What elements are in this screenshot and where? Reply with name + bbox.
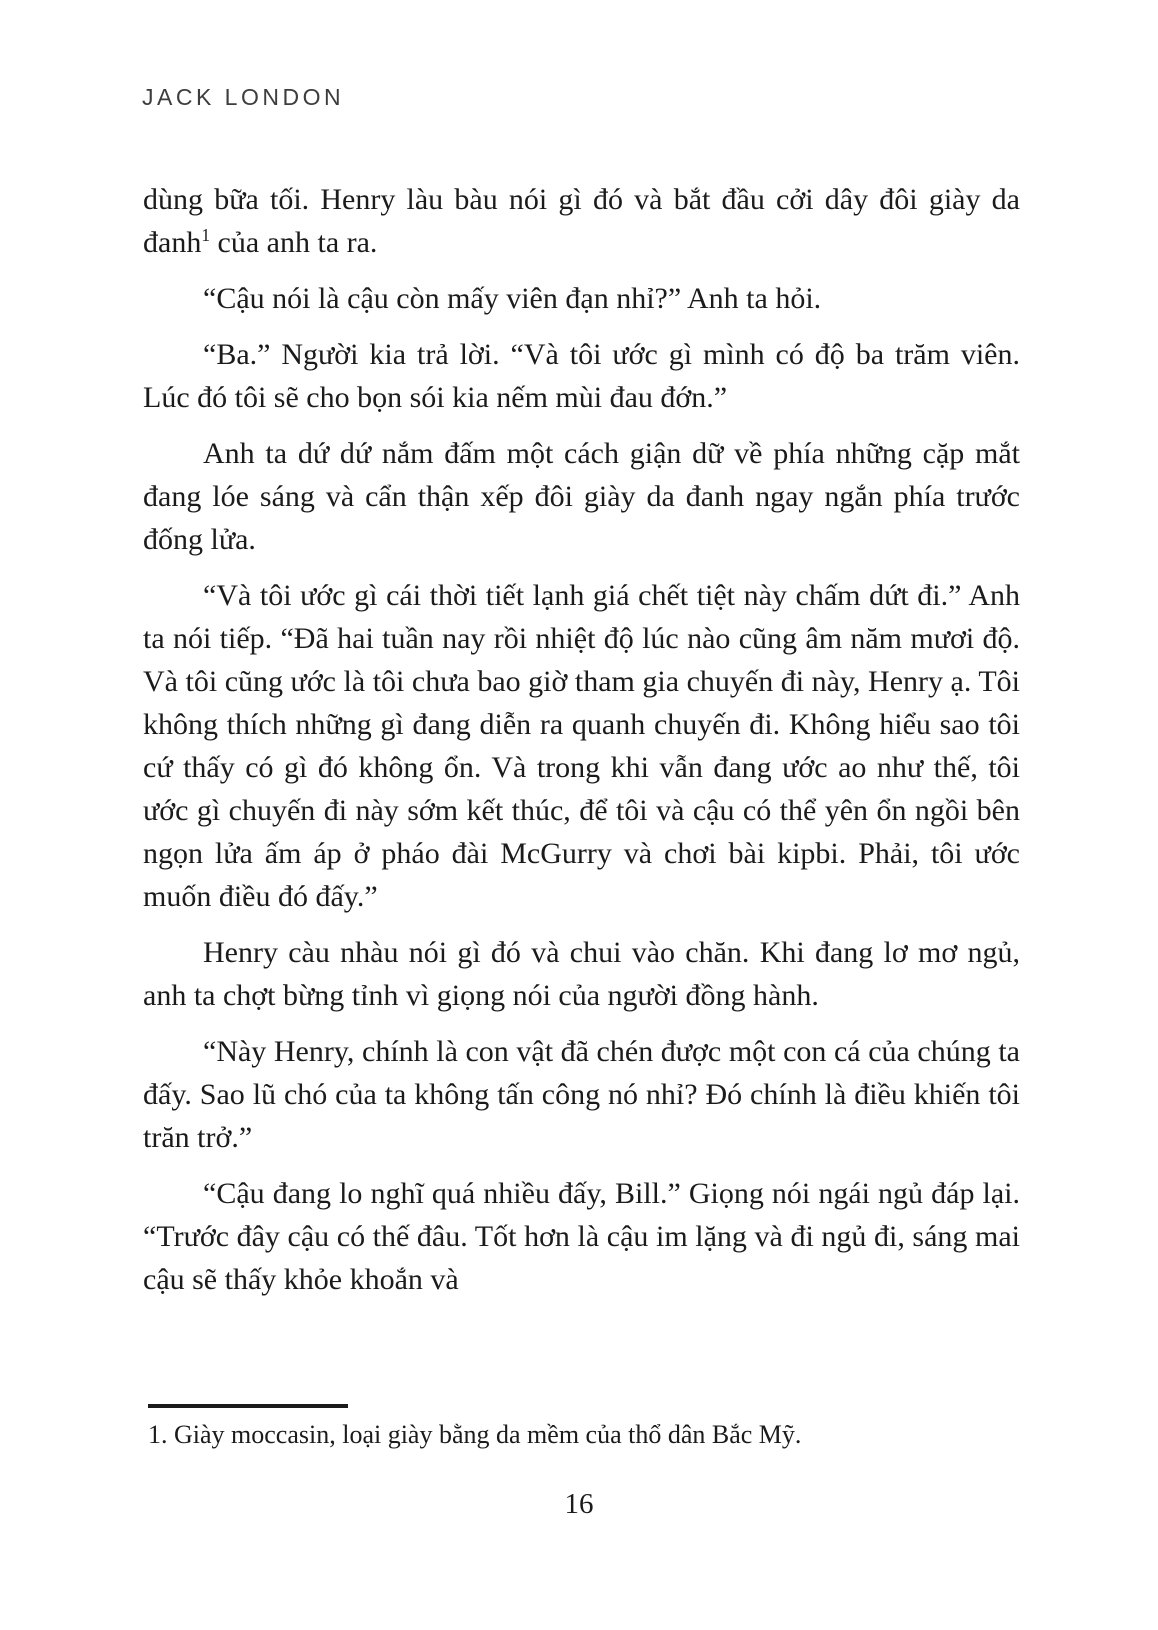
paragraph: “Cậu nói là cậu còn mấy viên đạn nhỉ?” Anh ta hỏi. <box>203 282 822 315</box>
paragraph: Henry càu nhàu nói gì đó và chui vào chăn. Khi đang lơ mơ ngủ, anh ta chợt bừng tỉnh vì giọng nói của người đồng hành. <box>143 936 1020 1012</box>
paragraph: “Này Henry, chính là con vật đã chén được một con cá của chúng ta đấy. Sao lũ chó của ta không tấn công nó nhỉ? Đó chính là điều khiến tôi trăn trở.” <box>143 1035 1020 1154</box>
paragraph: “Và tôi ước gì cái thời tiết lạnh giá chết tiệt này chấm dứt đi.” Anh ta nói tiếp. “Đã hai tuần nay rồi nhiệt độ lúc nào cũng âm năm mươi độ. Và tôi cũng ước là tôi chưa bao giờ tham gia chuyến đi này, Henry ạ. Tôi không thích những gì đang diễn ra quanh chuyến đi. Không hiểu sao tôi cứ thấy có gì đó không ổn. Và trong khi vẫn đang ước ao như thế, tôi ước gì chuyến đi này sớm kết thúc, để tôi và cậu có thể yên ổn ngồi bên ngọn lửa ấm áp ở pháo đài McGurry và chơi bài kipbi. Phải, tôi ước muốn điều đó đấy.” <box>143 579 1020 913</box>
body-text <box>143 178 1020 1314</box>
footnote-block <box>148 1404 1020 1452</box>
footnote-text: 1. Giày moccasin, loại giày bằng da mềm của thổ dân Bắc Mỹ. <box>148 1420 802 1449</box>
running-header-author: JACK LONDON <box>142 84 345 110</box>
page-number: 16 <box>564 1488 594 1520</box>
paragraph-text: của anh ta ra. <box>210 226 378 259</box>
paragraph: “Cậu đang lo nghĩ quá nhiều đấy, Bill.” Giọng nói ngái ngủ đáp lại. “Trước đây cậu có thế đâu. Tốt hơn là cậu im lặng và đi ngủ đi, sáng mai cậu sẽ thấy khỏe khoắn và <box>143 1177 1020 1296</box>
paragraph: “Ba.” Người kia trả lời. “Và tôi ước gì mình có độ ba trăm viên. Lúc đó tôi sẽ cho bọn sói kia nếm mùi đau đớn.” <box>143 338 1020 414</box>
footnote-separator-rule <box>148 1404 348 1408</box>
paragraph-continuation <box>143 178 1020 264</box>
paragraph: Anh ta dứ dứ nắm đấm một cách giận dữ về phía những cặp mắt đang lóe sáng và cẩn thận xếp đôi giày da đanh ngay ngắn phía trước đống lửa. <box>143 437 1020 556</box>
paragraph-text: dùng bữa tối. Henry làu bàu nói gì đó và bắt đầu cởi dây đôi giày da đanh <box>143 183 1020 259</box>
footnote-reference: 1 <box>201 225 211 245</box>
